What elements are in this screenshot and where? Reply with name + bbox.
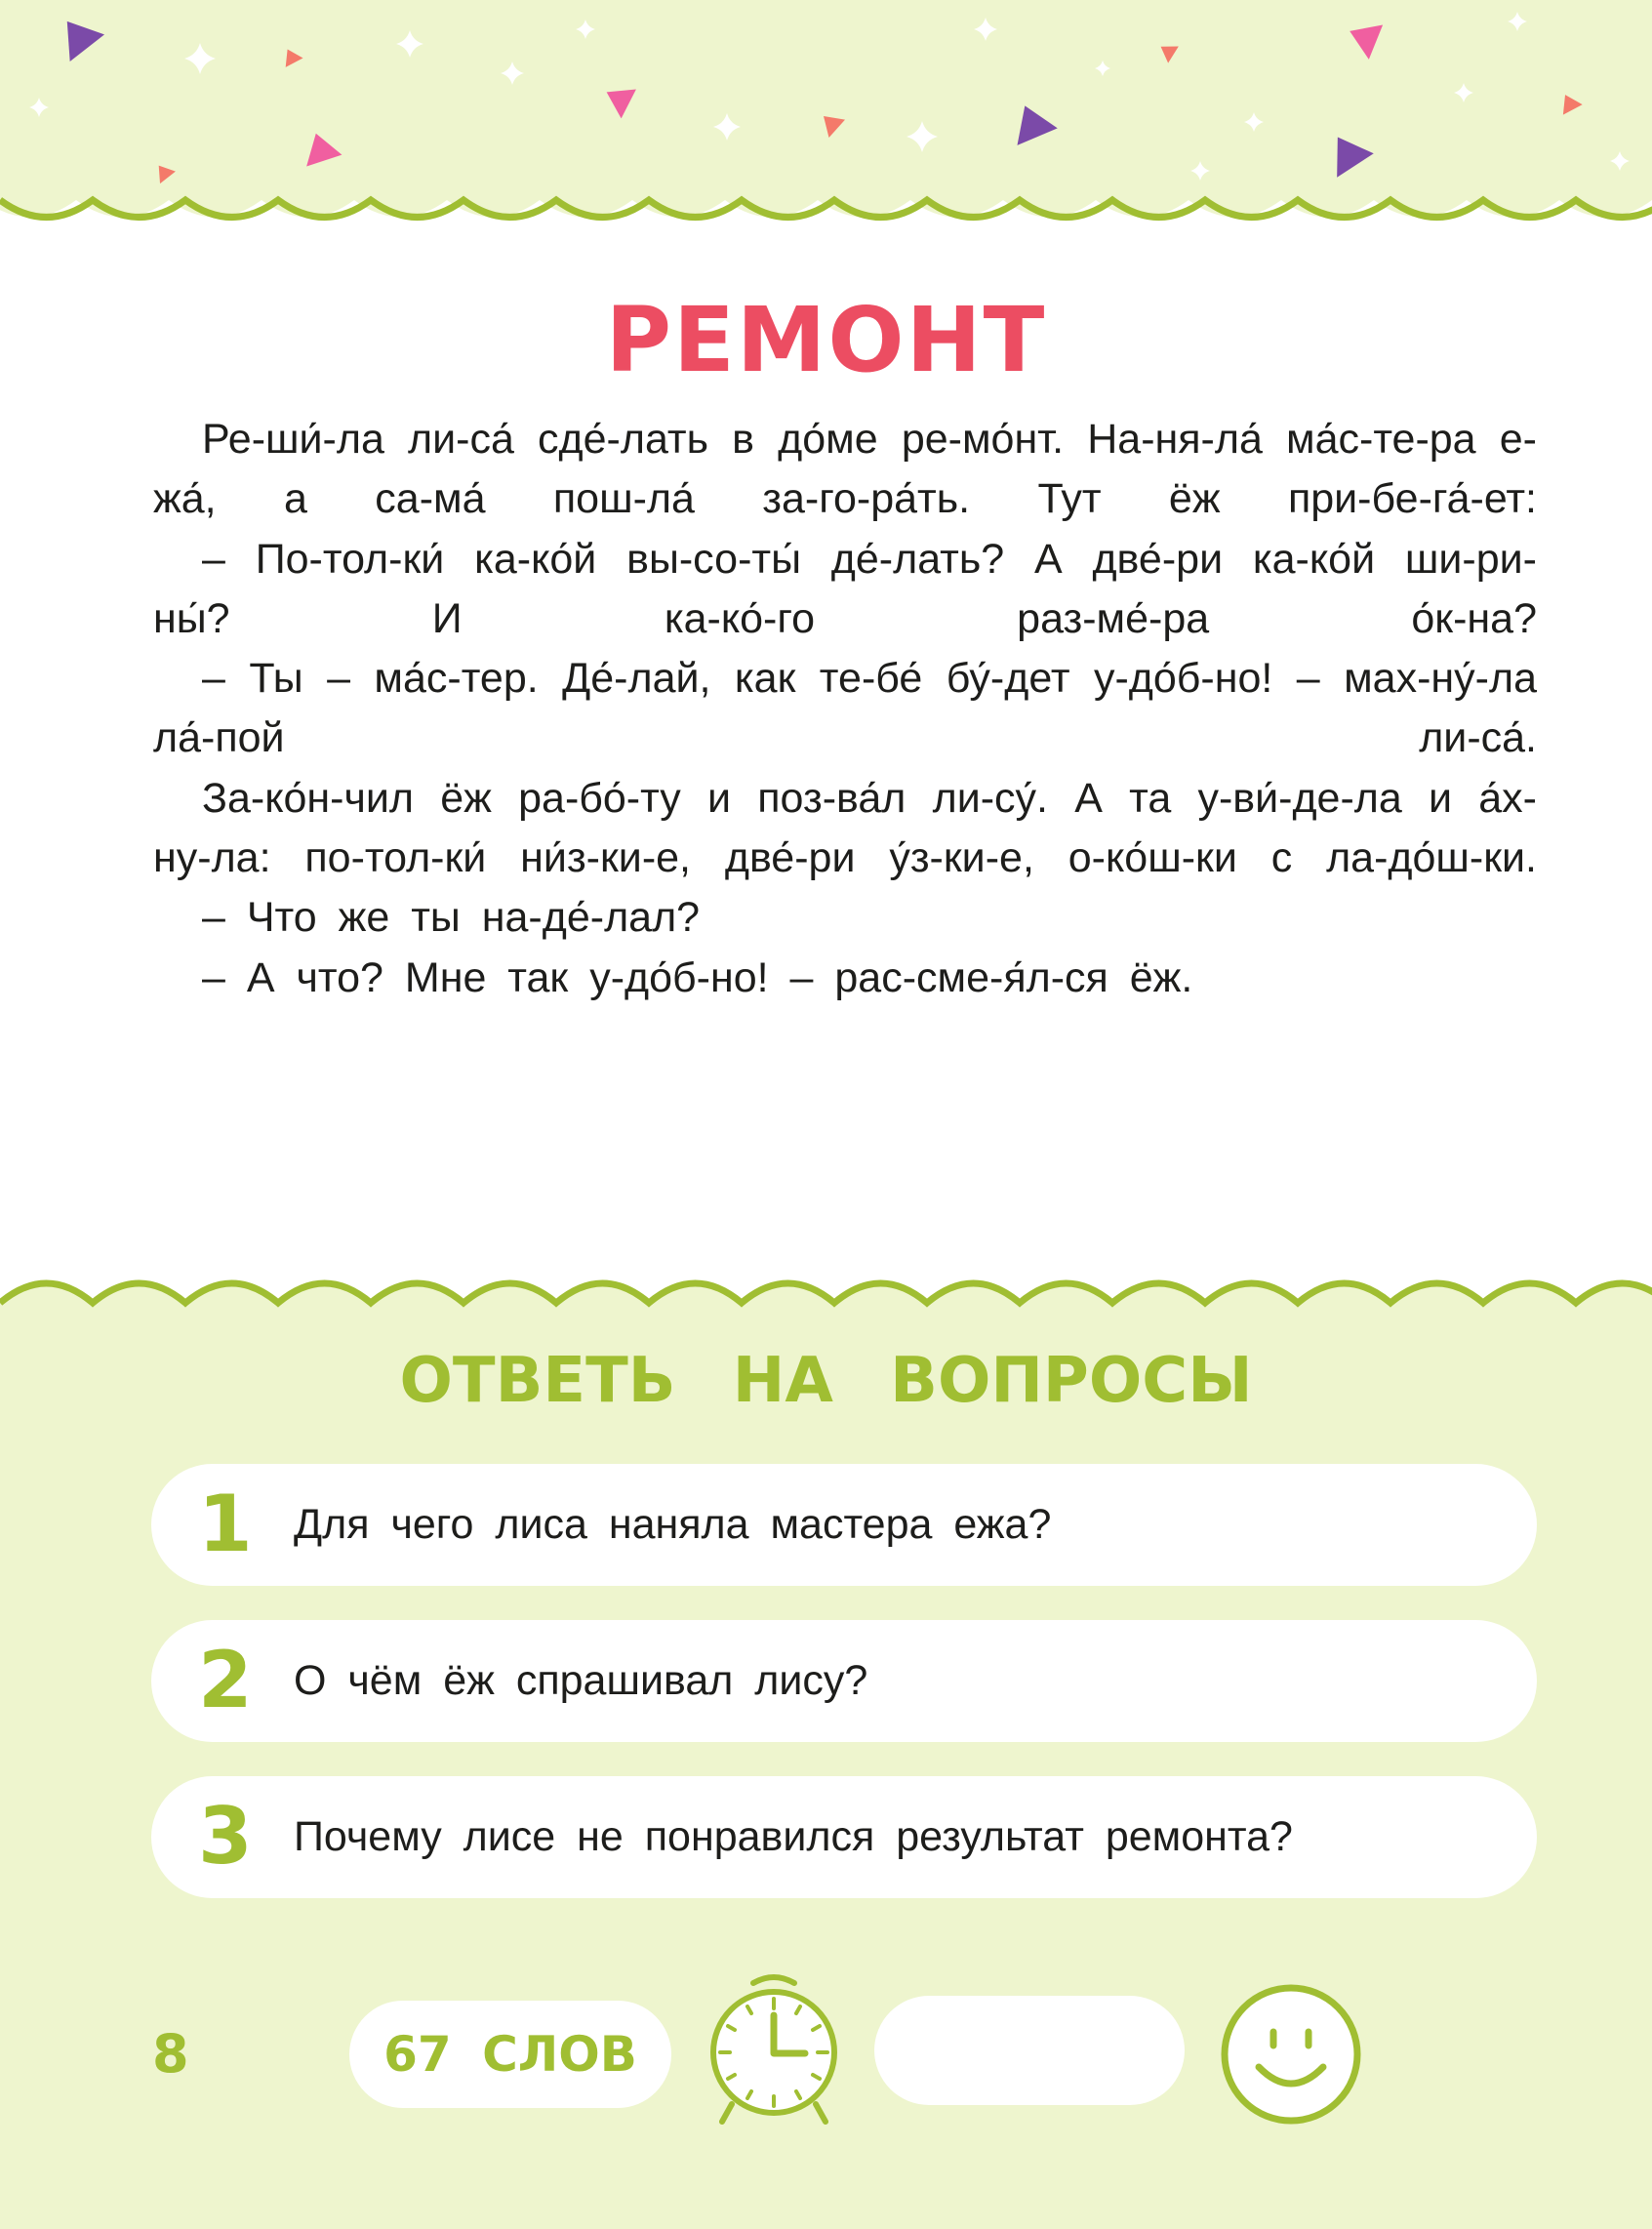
question-item-1 (151, 1464, 1537, 1586)
story-paragraph-1: Ре-ши́-ла ли-са́ сде́-лать в до́ме ре-мо́нт. На-ня-ла́ ма́с-те-ра е-жа́, а са-ма́ пош-ла́ за-го-ра́ть. Тут ёж при-бе-га́-ет: (153, 416, 1537, 523)
story-paragraph-2: – По-тол-ки́ ка-ко́й вы-со-ты́ де́-лать? А две́-ри ка-ко́й ши-ри-ны́? И ка-ко́-го раз-ме́-ра о́к-на? (153, 535, 1537, 642)
question-number: 1 (198, 1479, 253, 1569)
question-number: 2 (198, 1635, 253, 1725)
story-title: РЕМОНТ (605, 288, 1047, 392)
question-text: О чём ёж спрашивал лису? (294, 1657, 868, 1704)
clock-icon (705, 1969, 843, 2128)
story-text (153, 410, 1537, 1008)
decorative-header-band (0, 0, 1652, 244)
questions-list (151, 1464, 1537, 1932)
story-paragraph-4: За-ко́н-чил ёж ра-бо́-ту и поз-ва́л ли-су́. А та у-ви́-де-ла и а́х-ну-ла: по-тол-ки́ ни́з-ки-е, две́-ри у́з-ки-е, о-ко́ш-ки с ла-до́ш-ки. (153, 774, 1537, 882)
question-item-3 (151, 1776, 1537, 1898)
story-paragraph-6: – А что? Мне так у-до́б-но! – рас-сме-я́л-ся ёж. (202, 953, 1193, 1001)
word-count-label: 67 СЛОВ (383, 2026, 637, 2083)
question-text: Почему лисе не понравился результат ремонта? (294, 1813, 1293, 1860)
question-item-2 (151, 1620, 1537, 1742)
page-number: 8 (152, 2023, 189, 2085)
reading-time-field[interactable] (874, 1996, 1185, 2105)
story-paragraph-3: – Ты – ма́с-тер. Де́-лай, как те-бе́ бу́-дет у-до́б-но! – мах-ну́-ла ла́-пой ли-са́. (153, 655, 1537, 762)
word-count-badge (349, 2001, 671, 2108)
question-number: 3 (198, 1791, 253, 1882)
question-text: Для чего лиса наняла мастера ежа? (294, 1501, 1052, 1548)
questions-heading: ОТВЕТЬ НА ВОПРОСЫ (399, 1345, 1253, 1417)
smiley-icon (1218, 1981, 1364, 2128)
story-paragraph-5: – Что же ты на-де́-лал? (202, 894, 701, 942)
